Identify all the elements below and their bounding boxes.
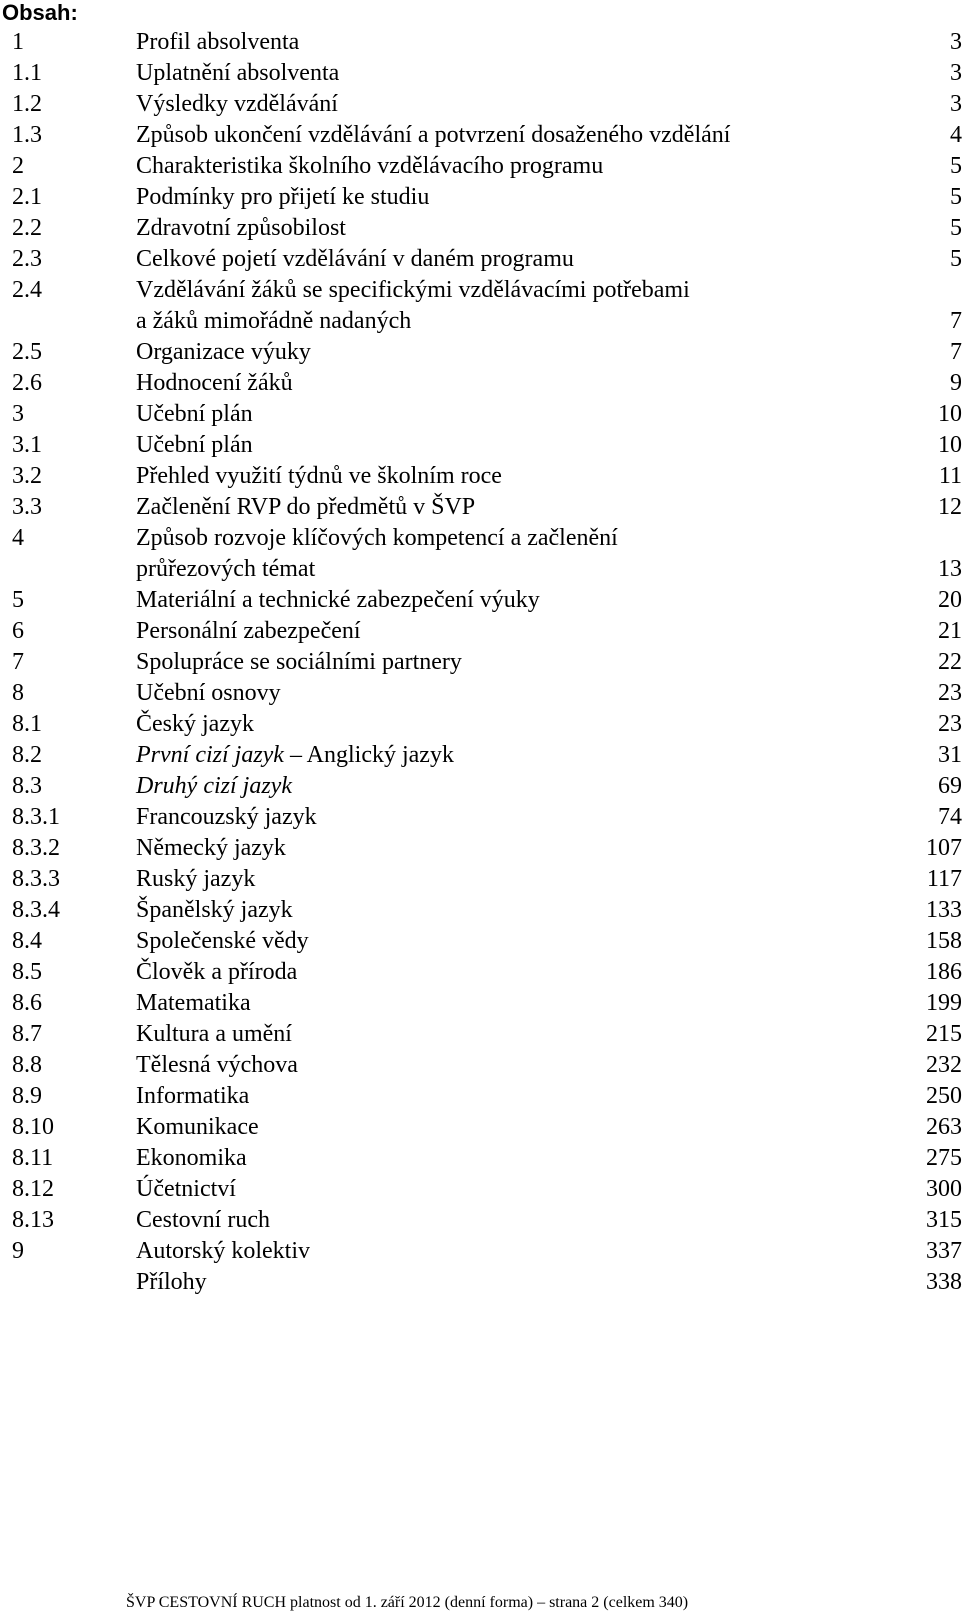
toc-entry-number: 8.13 <box>12 1207 54 1233</box>
toc-entry[interactable] <box>12 1081 962 1112</box>
toc-entry-number: 8.3.4 <box>12 897 60 923</box>
toc-entry-title: Cestovní ruch <box>136 1207 270 1233</box>
toc-entry-page-number: 10 <box>938 432 962 458</box>
toc-entry-page-number: 5 <box>950 153 962 179</box>
toc-entry-title: Kultura a umění <box>136 1021 292 1047</box>
toc-entry-page-number: 7 <box>950 308 962 334</box>
toc-entry-number: 3.2 <box>12 463 42 489</box>
toc-entry-page-number: 263 <box>926 1114 962 1140</box>
toc-entry-page-number: 9 <box>950 370 962 396</box>
toc-entry[interactable] <box>12 709 962 740</box>
toc-entry-number: 1.1 <box>12 60 42 86</box>
toc-entry-title: Spolupráce se sociálními partnery <box>136 649 462 675</box>
toc-entry[interactable] <box>12 399 962 430</box>
toc-heading: Obsah: <box>2 0 78 25</box>
toc-entry[interactable] <box>12 1050 962 1081</box>
toc-entry-page-number: 338 <box>926 1269 962 1295</box>
toc-entry-page-number: 20 <box>938 587 962 613</box>
toc-entry-number: 8.11 <box>12 1145 54 1171</box>
toc-entry-number: 8.4 <box>12 928 42 954</box>
toc-entry-title: Organizace výuky <box>136 339 311 365</box>
toc-entry-number: 3.3 <box>12 494 42 520</box>
toc-entry-number: 9 <box>12 1238 24 1264</box>
toc-entry-title: Celkové pojetí vzdělávání v daném programu <box>136 246 574 272</box>
toc-entry-page-number: 3 <box>950 91 962 117</box>
toc-entry-page-number: 250 <box>926 1083 962 1109</box>
toc-entry-page-number: 107 <box>926 835 962 861</box>
toc-entry[interactable] <box>12 89 962 120</box>
toc-entry-title: Hodnocení žáků <box>136 370 293 396</box>
toc-entry[interactable] <box>12 492 962 523</box>
toc-entry-number: 8.9 <box>12 1083 42 1109</box>
toc-entry-page-number: 275 <box>926 1145 962 1171</box>
toc-entry-title: Způsob rozvoje klíčových kompetencí a začlenění <box>136 525 618 551</box>
toc-entry-page-number: 4 <box>950 122 962 148</box>
toc-entry-title: Charakteristika školního vzdělávacího programu <box>136 153 604 179</box>
toc-entry-page-number: 69 <box>938 773 962 799</box>
toc-entry-number: 8.1 <box>12 711 42 737</box>
toc-entry-title-continuation: a žáků mimořádně nadaných <box>136 308 412 334</box>
toc-entry[interactable] <box>12 1143 962 1174</box>
toc-entry-page-number: 23 <box>938 680 962 706</box>
toc-entry-title-continuation: průřezových témat <box>136 556 316 582</box>
toc-entry-page-number: 3 <box>950 29 962 55</box>
toc-entry[interactable] <box>12 1205 962 1236</box>
toc-entry[interactable] <box>12 1236 962 1267</box>
toc-entry[interactable] <box>12 244 962 275</box>
toc-entry[interactable] <box>12 430 962 461</box>
toc-entry-number: 8.6 <box>12 990 42 1016</box>
toc-entry-page-number: 23 <box>938 711 962 737</box>
toc-entry[interactable] <box>12 585 962 616</box>
toc-entry-page-number: 22 <box>938 649 962 675</box>
toc-entry-number: 2.2 <box>12 215 42 241</box>
toc-entry-page-number: 158 <box>926 928 962 954</box>
toc-entry[interactable] <box>12 151 962 182</box>
toc-list <box>12 27 962 1298</box>
toc-entry-number: 8.5 <box>12 959 42 985</box>
toc-entry[interactable] <box>12 27 962 58</box>
toc-entry-title: Ruský jazyk <box>136 866 256 892</box>
toc-entry-number: 2 <box>12 153 24 179</box>
toc-entry-number: 3 <box>12 401 24 427</box>
toc-entry-page-number: 11 <box>938 463 962 489</box>
toc-entry-number: 1.3 <box>12 122 42 148</box>
toc-entry-title: Informatika <box>136 1083 250 1109</box>
toc-entry-number: 6 <box>12 618 24 644</box>
toc-entry-title: Podmínky pro přijetí ke studiu <box>136 184 430 210</box>
toc-entry-number: 2.1 <box>12 184 42 210</box>
toc-entry-title: Francouzský jazyk <box>136 804 317 830</box>
toc-entry-title <box>136 740 454 771</box>
toc-entry-number: 8 <box>12 680 24 706</box>
toc-entry-number: 8.3 <box>12 773 42 799</box>
toc-entry-page-number: 74 <box>938 804 962 830</box>
toc-entry-number: 8.10 <box>12 1114 54 1140</box>
toc-entry-number: 3.1 <box>12 432 42 458</box>
toc-entry[interactable] <box>12 275 962 337</box>
toc-entry[interactable] <box>12 957 962 988</box>
toc-entry-number: 4 <box>12 525 24 551</box>
toc-entry-title: Komunikace <box>136 1114 259 1140</box>
toc-entry-title: Ekonomika <box>136 1145 247 1171</box>
toc-entry-title-italic: Druhý cizí jazyk <box>136 773 292 799</box>
toc-entry-number: 8.8 <box>12 1052 42 1078</box>
toc-entry-title: Začlenění RVP do předmětů v ŠVP <box>136 494 476 520</box>
toc-entry-number: 8.3.3 <box>12 866 60 892</box>
toc-entry[interactable] <box>12 58 962 89</box>
toc-entry-page-number: 5 <box>950 184 962 210</box>
toc-entry-page-number: 133 <box>926 897 962 923</box>
toc-entry-title: Přílohy <box>136 1269 207 1295</box>
toc-entry[interactable] <box>12 213 962 244</box>
toc-entry[interactable] <box>12 1112 962 1143</box>
toc-entry[interactable] <box>12 1019 962 1050</box>
toc-entry-title: Přehled využití týdnů ve školním roce <box>136 463 502 489</box>
toc-entry-number: 2.6 <box>12 370 42 396</box>
toc-entry[interactable] <box>12 926 962 957</box>
toc-entry[interactable] <box>12 678 962 709</box>
toc-entry-number: 8.2 <box>12 742 42 768</box>
toc-entry[interactable] <box>12 523 962 585</box>
toc-entry-title: Španělský jazyk <box>136 897 293 923</box>
toc-entry-page-number: 31 <box>938 742 962 768</box>
toc-entry-number: 1 <box>12 29 24 55</box>
toc-entry-title: Způsob ukončení vzdělávání a potvrzení dosaženého vzdělání <box>136 122 731 148</box>
toc-entry[interactable] <box>12 771 962 802</box>
toc-entry-title: Uplatnění absolventa <box>136 60 340 86</box>
toc-entry-title <box>136 771 292 802</box>
toc-entry-page-number: 315 <box>926 1207 962 1233</box>
toc-entry-number: 7 <box>12 649 24 675</box>
toc-entry-page-number: 7 <box>950 339 962 365</box>
toc-entry-page-number: 21 <box>938 618 962 644</box>
toc-entry[interactable] <box>12 895 962 926</box>
toc-entry-page-number: 215 <box>926 1021 962 1047</box>
toc-entry-title: Tělesná výchova <box>136 1052 298 1078</box>
toc-entry-title: Zdravotní způsobilost <box>136 215 346 241</box>
toc-entry[interactable] <box>12 988 962 1019</box>
toc-entry-page-number: 5 <box>950 246 962 272</box>
toc-entry-title: Matematika <box>136 990 251 1016</box>
toc-entry[interactable] <box>12 182 962 213</box>
table-of-contents <box>12 27 962 1298</box>
toc-entry-title: Vzdělávání žáků se specifickými vzdělávacími potřebami <box>136 277 690 303</box>
toc-entry-page-number: 300 <box>926 1176 962 1202</box>
toc-entry[interactable] <box>12 337 962 368</box>
toc-entry-page-number: 3 <box>950 60 962 86</box>
toc-entry-page-number: 117 <box>926 866 962 892</box>
toc-entry-title-rest: – Anglický jazyk <box>283 742 454 768</box>
toc-entry[interactable] <box>12 1267 962 1298</box>
toc-entry[interactable] <box>12 802 962 833</box>
toc-entry[interactable] <box>12 647 962 678</box>
toc-entry-number: 2.4 <box>12 277 42 303</box>
toc-entry-title: Personální zabezpečení <box>136 618 361 644</box>
toc-entry-number: 2.5 <box>12 339 42 365</box>
toc-entry-number: 5 <box>12 587 24 613</box>
toc-entry-number: 8.3.1 <box>12 804 60 830</box>
toc-entry-title: Materiální a technické zabezpečení výuky <box>136 587 540 613</box>
toc-entry-title: Český jazyk <box>136 711 254 737</box>
toc-entry-title: Společenské vědy <box>136 928 309 954</box>
page-footer: ŠVP CESTOVNÍ RUCH platnost od 1. září 2012 (denní forma) – strana 2 (celkem 340) <box>126 1594 689 1611</box>
toc-entry[interactable] <box>12 833 962 864</box>
toc-entry[interactable] <box>12 616 962 647</box>
toc-entry[interactable] <box>12 740 962 771</box>
toc-entry-page-number: 186 <box>926 959 962 985</box>
toc-entry-page-number: 10 <box>938 401 962 427</box>
toc-entry-title: Výsledky vzdělávání <box>136 91 338 117</box>
toc-entry-title: Učební plán <box>136 401 253 427</box>
toc-entry-page-number: 232 <box>926 1052 962 1078</box>
toc-entry[interactable] <box>12 461 962 492</box>
toc-entry-title: Učební osnovy <box>136 680 281 706</box>
toc-entry-page-number: 13 <box>938 556 962 582</box>
toc-entry-number: 8.12 <box>12 1176 54 1202</box>
toc-entry-title: Autorský kolektiv <box>136 1238 310 1264</box>
toc-entry-title-italic: První cizí jazyk <box>136 742 284 768</box>
toc-entry[interactable] <box>12 1174 962 1205</box>
toc-entry-number: 1.2 <box>12 91 42 117</box>
toc-entry-title: Profil absolventa <box>136 29 300 55</box>
toc-entry-number: 8.3.2 <box>12 835 60 861</box>
toc-entry-title: Člověk a příroda <box>136 959 298 985</box>
toc-entry-title: Účetnictví <box>136 1176 236 1202</box>
toc-entry-title: Učební plán <box>136 432 253 458</box>
toc-entry-page-number: 12 <box>938 494 962 520</box>
toc-entry-title: Německý jazyk <box>136 835 286 861</box>
toc-entry[interactable] <box>12 864 962 895</box>
toc-entry-page-number: 5 <box>950 215 962 241</box>
toc-entry-page-number: 199 <box>926 990 962 1016</box>
toc-entry[interactable] <box>12 120 962 151</box>
toc-entry-number: 8.7 <box>12 1021 42 1047</box>
toc-entry-number: 2.3 <box>12 246 42 272</box>
toc-entry[interactable] <box>12 368 962 399</box>
toc-entry-page-number: 337 <box>926 1238 962 1264</box>
